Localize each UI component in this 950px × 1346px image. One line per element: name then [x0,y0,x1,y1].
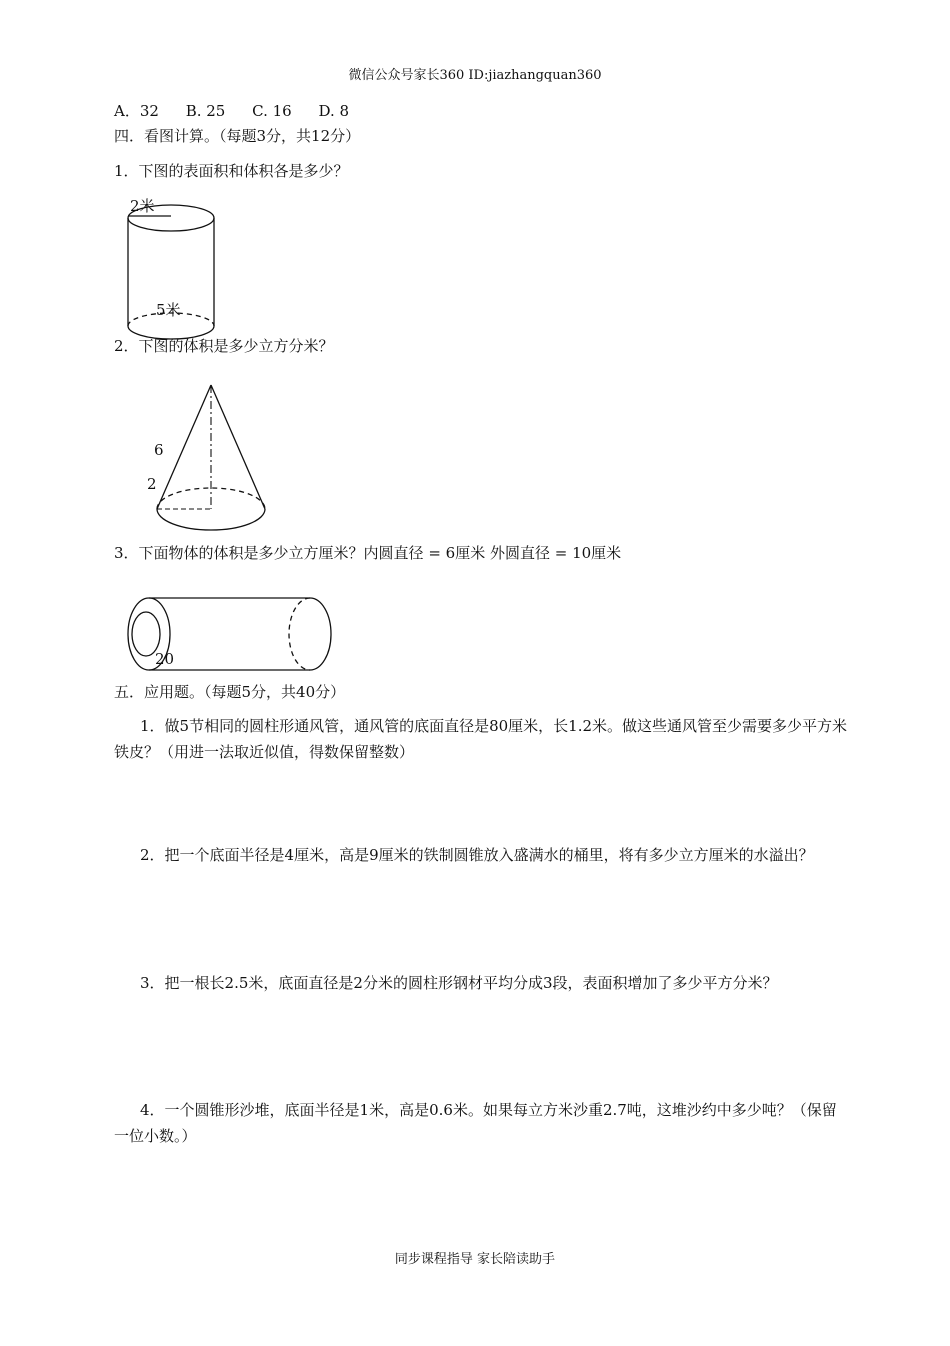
answer-choices [114,101,371,121]
cylinder-height-label: 5米 [156,301,181,319]
pipe-figure [120,590,350,680]
section5-q3: 3．把一根长2.5米，底面直径是2分米的圆柱形钢材平均分成3段，表面积增加了多少平方分米？ [140,974,778,992]
cylinder-figure [110,192,240,342]
section5-q1: 1．做5节相同的圆柱形通风管，通风管的底面直径是80厘米，长1.2米。做这些通风管至少需要多少平方米铁皮？（用进一法取近似值，得数保留整数） [114,717,848,761]
page-footer: 同步课程指导 家长陪读助手 [394,1252,556,1267]
choice-a: A．32 [114,102,159,120]
choice-b: B. 25 [185,102,226,120]
section5-title: 五．应用题。（每题5分，共40分） [114,683,346,701]
section5-q4: 4．一个圆锥形沙堆，底面半径是1米，高是0.6米。如果每立方米沙重2.7吨，这堆沙约中多少吨？（保留一位小数。） [114,1101,837,1145]
choice-c: C. 16 [252,102,292,120]
section4-q3-text: 3．下面物体的体积是多少立方厘米？内圆直径 = 6厘米 外圆直径 = 10厘米 [114,544,622,562]
cone-height-label: 6 [154,441,164,459]
section4-title: 四．看图计算。（每题3分，共12分） [114,127,361,145]
section4-q1-text: 1．下图的表面积和体积各是多少？ [114,162,349,180]
choice-d: D. 8 [318,102,350,120]
section4-q2-text: 2．下图的体积是多少立方分米？ [114,337,334,355]
cone-radius-label: 2 [147,475,157,493]
page-header: 微信公众号家长360 ID:jiazhangquan360 [348,68,602,83]
cone-figure [140,378,280,538]
pipe-length-label: 20 [155,650,175,668]
cylinder-radius-label: 2米 [130,197,155,215]
section5-q2: 2．把一个底面半径是4厘米，高是9厘米的铁制圆锥放入盛满水的桶里，将有多少立方厘米的水溢出？ [140,846,814,864]
